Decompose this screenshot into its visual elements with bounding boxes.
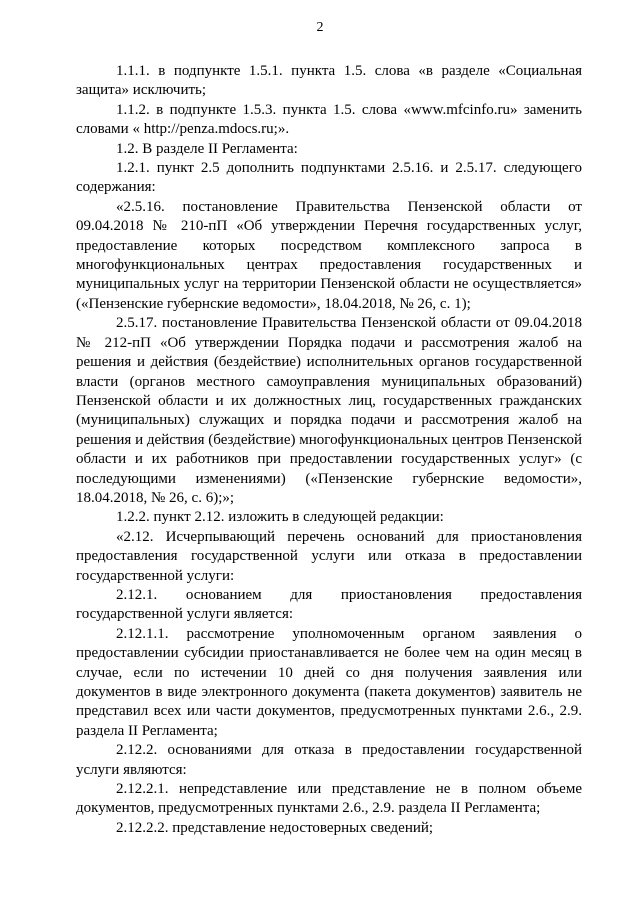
paragraph-2-12-2-2: 2.12.2.2. представление недостоверных сведений; — [116, 819, 434, 836]
paragraph-2-12: «2.12. Исчерпывающий перечень оснований для приостановления предоставления государственной услуги или отказа в предоставлении государственной услуги: — [76, 528, 582, 584]
paragraph-2-12-1: 2.12.1. основанием для приостановления предоставления государственной услуги является: — [76, 586, 582, 623]
paragraph-2-12-1-1: 2.12.1.1. рассмотрение уполномоченным органом заявления о предоставлении субсидии приостанавливается не более чем на один месяц в случае, если по истечении 10 дней со дня получения заявления или документов в виде электронного документа (пакета документов) заявитель не представил всех или части документов, предусмотренных пунктами 2.6., 2.9. раздела II Регламента; — [76, 625, 582, 739]
paragraph-2-12-2: 2.12.2. основаниями для отказа в предоставлении государственной услуги являются: — [76, 742, 582, 778]
paragraph-2-5-16: «2.5.16. постановление Правительства Пензенской области от 09.04.2018 № 210-пП «Об утверждении Перечня государственных услуг, предоставление которых посредством комплексного запроса в многофункциональных центрах предоставления государственных и муниципальных услуг на территории Пензенской области не осуществляется» («Пензенские губернские ведомости», 18.04.2018, № 26, с. 1); — [76, 198, 582, 312]
paragraph-1-1-1: 1.1.1. в подпункте 1.5.1. пункта 1.5. слова «в разделе «Социальная защита» исключить; — [76, 63, 582, 99]
paragraph-1-2-1: 1.2.1. пункт 2.5 дополнить подпунктами 2.5.16. и 2.5.17. следующего содержания: — [76, 160, 582, 196]
document-body — [76, 62, 582, 838]
paragraph-1-1-2: 1.1.2. в подпункте 1.5.3. пункта 1.5. слова «www.mfcinfo.ru» заменить словами « http://penza.mdocs.ru;». — [76, 101, 582, 138]
page-number: 2 — [316, 20, 324, 35]
paragraph-2-12-2-1: 2.12.2.1. непредставление или представление не в полном объеме документов, предусмотренных пунктами 2.6., 2.9. раздела II Регламента; — [76, 781, 582, 817]
paragraph-1-2-2: 1.2.2. пункт 2.12. изложить в следующей редакции: — [116, 509, 444, 526]
paragraph-2-5-17: 2.5.17. постановление Правительства Пензенской области от 09.04.2018 № 212-пП «Об утверждении Порядка подачи и рассмотрения жалоб на решения и действия (бездействие) исполнительных органов государственной власти (органов местного самоуправления муниципальных образований) Пензенской области и их должностных лиц, государственных гражданских (муниципальных) служащих и порядка подачи и рассмотрения жалоб на решения и действия (бездействие) многофункциональных центров Пензенской области и их работников при предоставлении государственных услуг» (с последующими изменениями) («Пензенские губернские ведомости», 18.04.2018, № 26, с. 6);»; — [76, 315, 582, 506]
paragraph-1-2: 1.2. В разделе II Регламента: — [116, 140, 298, 157]
